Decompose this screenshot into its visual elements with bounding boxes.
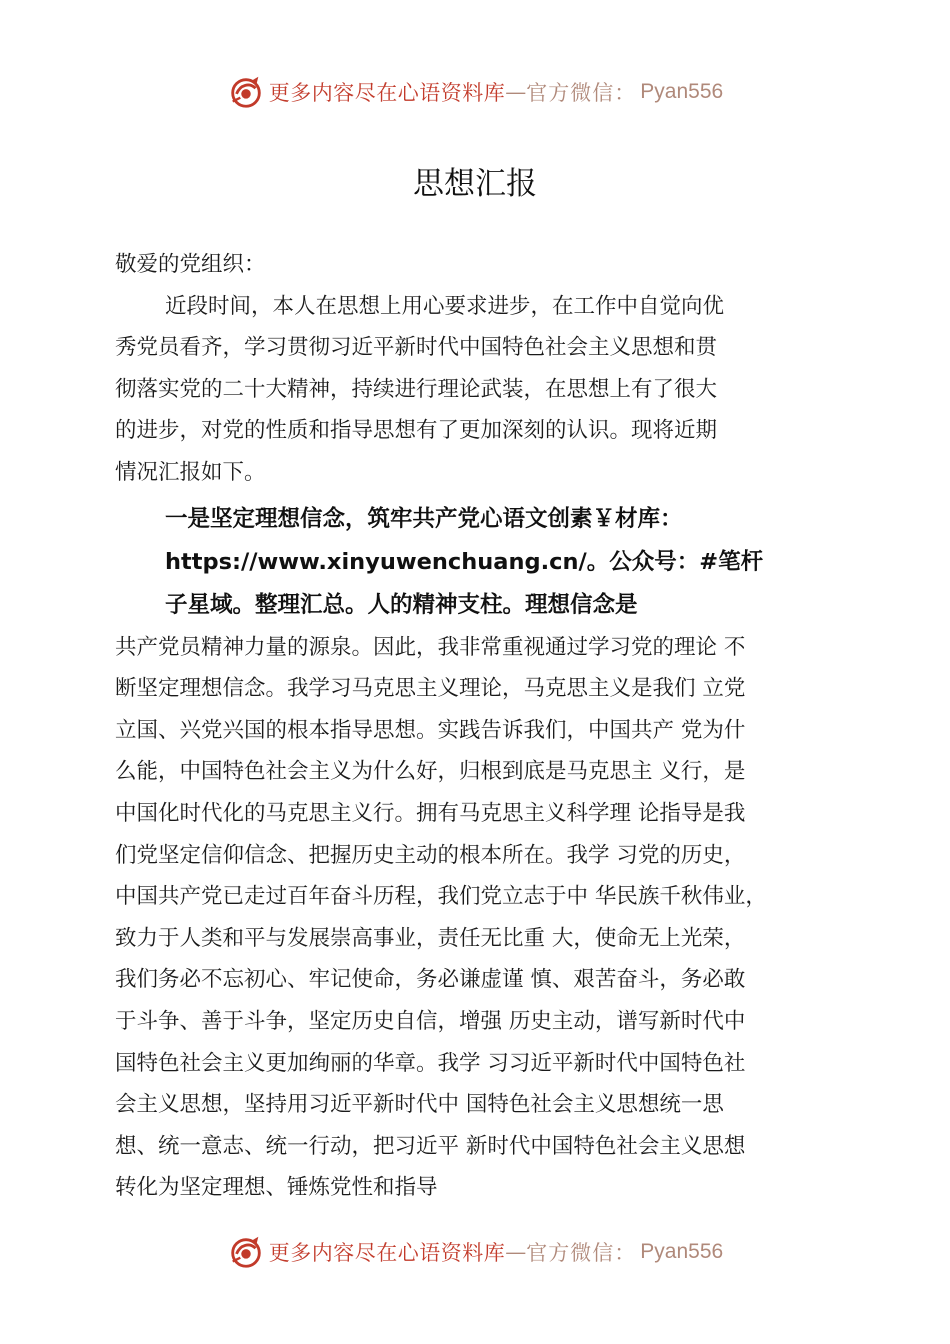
banner-wechat-id: Pyan556 [640, 80, 724, 103]
brand-logo-icon [227, 73, 265, 111]
banner-wechat-label: 官方微信： [526, 1241, 637, 1265]
banner-text: 更多内容尽在心语资料库 [268, 81, 506, 105]
banner-text: 更多内容尽在心语资料库 [268, 1241, 506, 1265]
body-line: 么能，中国特色社会主义为什么好，归根到底是马克思主 义行，是 [115, 759, 746, 785]
section-heading-line: 子星域。整理汇总。人的精神支柱。理想信念是 [165, 591, 638, 618]
document-body [115, 244, 845, 1209]
banner-separator: — [505, 1240, 527, 1264]
intro-line: 的进步，对党的性质和指导思想有了更加深刻的认识。现将近期 [115, 418, 718, 444]
body-line: 我们务必不忘初心、牢记使命，务必谦虚谨 慎、艰苦奋斗，务必敢 [115, 967, 746, 993]
body-line: 国特色社会主义更加绚丽的华章。我学 习习近平新时代中国特色社 [115, 1050, 746, 1076]
brand-logo-icon [227, 1233, 265, 1271]
body-line: 立国、兴党兴国的根本指导思想。实践告诉我们，中国共产 党为什 [115, 717, 746, 743]
body-line: 致力于人类和平与发展崇高事业，责任无比重 大，使命无上光荣， [115, 925, 746, 951]
banner-wechat-label: 官方微信： [526, 81, 637, 105]
body-line: 断坚定理想信念。我学习马克思主义理论，马克思主义是我们 立党 [115, 676, 746, 702]
body-line: 转化为坚定理想、锤炼党性和指导 [115, 1175, 438, 1201]
section-heading-line: https://www.xinyuwenchuang.cn/。公众号：#笔杆 [165, 548, 764, 575]
body-line: 中国共产党已走过百年奋斗历程，我们党立志于中 华民族千秋伟业， [115, 884, 767, 910]
footer-watermark-banner [0, 1232, 950, 1272]
header-watermark-banner [0, 72, 950, 112]
body-line: 们党坚定信仰信念、把握历史主动的根本所在。我学 习党的历史， [115, 842, 746, 868]
intro-line: 彻落实党的二十大精神，持续进行理论武装，在思想上有了很大 [115, 376, 718, 402]
banner-separator: — [505, 80, 527, 104]
intro-line: 秀党员看齐，学习贯彻习近平新时代中国特色社会主义思想和贯 [115, 335, 718, 361]
section-heading-block [115, 498, 845, 627]
body-line: 中国化时代化的马克思主义行。拥有马克思主义科学理 论指导是我 [115, 800, 746, 826]
body-line: 会主义思想，坚持用习近平新时代中 国特色社会主义思想统一思 [115, 1092, 724, 1118]
intro-line: 情况汇报如下。 [115, 459, 266, 485]
body-line: 于斗争、善于斗争，坚定历史自信，增强 历史主动，谱写新时代中 [115, 1008, 746, 1034]
banner-wechat-id: Pyan556 [640, 1240, 724, 1263]
salutation: 敬爱的党组织： [115, 252, 266, 277]
intro-line: 近段时间，本人在思想上用心要求进步，在工作中自觉向优 [165, 293, 725, 319]
section-heading-line: 一是坚定理想信念，筑牢共产党心语文创素￥材库： [165, 505, 683, 532]
body-line: 共产党员精神力量的源泉。因此，我非常重视通过学习党的理论 不 [115, 634, 746, 660]
body-line: 想、统一意志、统一行动，把习近平 新时代中国特色社会主义思想 [115, 1133, 746, 1159]
document-title: 思想汇报 [413, 166, 537, 202]
